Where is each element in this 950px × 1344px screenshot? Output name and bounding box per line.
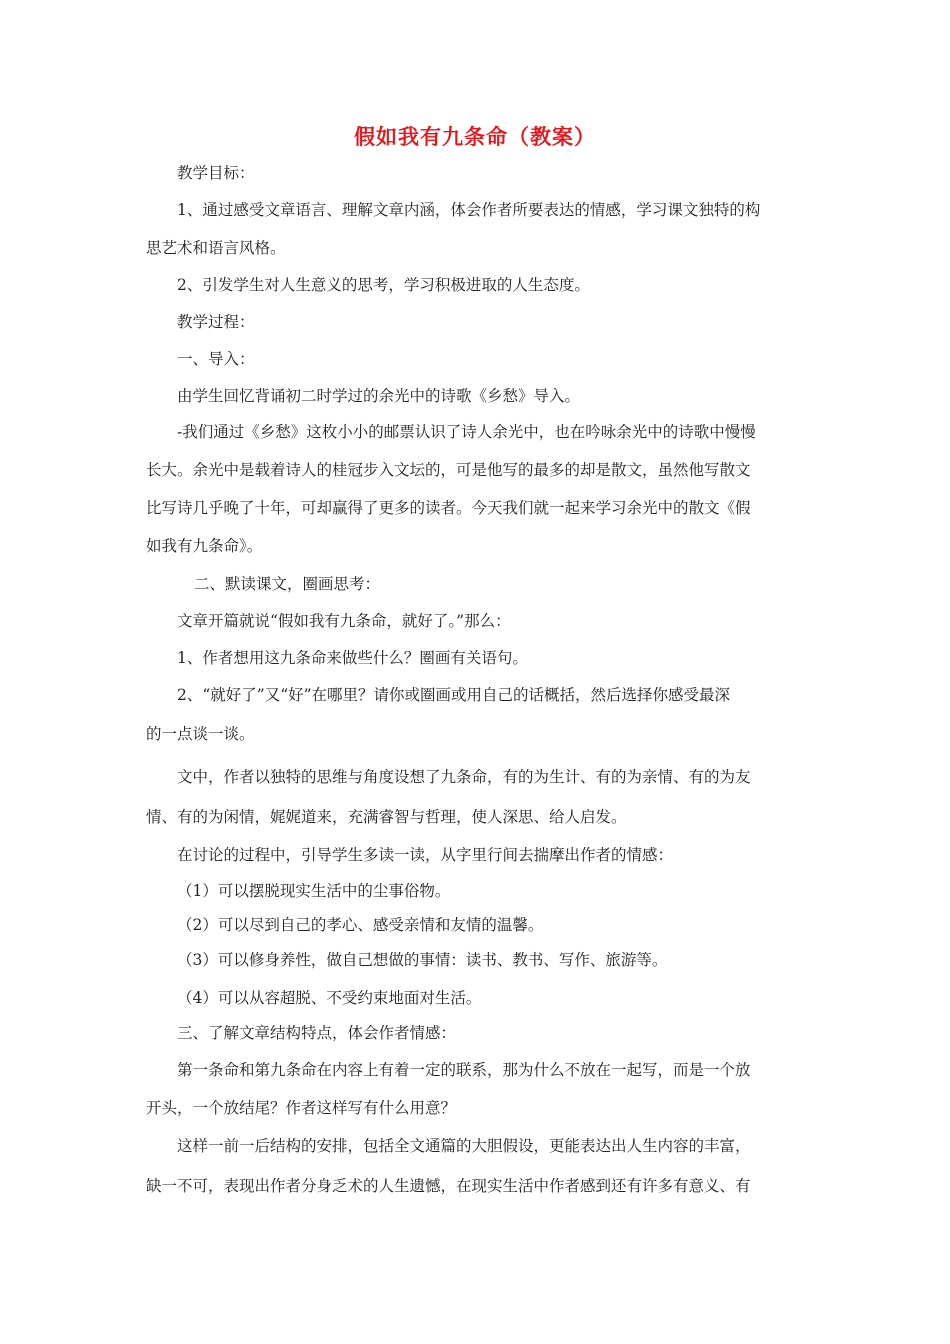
list-item: （1）可以摆脱现实生活中的尘事俗物。 bbox=[177, 882, 451, 900]
text-line: 情、有的为闲情，娓娓道来，充满睿智与哲理，使人深思、给人启发。 bbox=[146, 808, 627, 826]
text-line: 第一条命和第九条命在内容上有着一定的联系，那为什么不放在一起写，而是一个放 bbox=[177, 1061, 751, 1079]
list-item: （4）可以从容超脱、不受约束地面对生活。 bbox=[177, 989, 482, 1007]
text-line: 如我有九条命》。 bbox=[146, 537, 263, 555]
section-heading: 二、默读课文，圈画思考： bbox=[194, 575, 381, 593]
list-item: （2）可以尽到自己的孝心、感受亲情和友情的温馨。 bbox=[177, 916, 544, 934]
text-line: 文中，作者以独特的思维与角度设想了九条命，有的为生计、有的为亲情、有的为友 bbox=[177, 768, 751, 786]
text-line: 文章开篇就说“假如我有九条命，就好了。”那么： bbox=[177, 612, 511, 630]
document-title: 假如我有九条命（教案） bbox=[354, 124, 596, 149]
text-line: 在讨论的过程中，引导学生多读一读，从字里行间去揣摩出作者的情感： bbox=[177, 846, 674, 864]
text-line: 的一点谈一谈。 bbox=[146, 725, 255, 743]
text-line: 缺一不可，表现出作者分身乏术的人生遗憾，在现实生活中作者感到还有许多有意义、有 bbox=[146, 1177, 751, 1195]
text-line: 开头，一个放结尾？作者这样写有什么用意？ bbox=[146, 1099, 457, 1117]
text-line: 这样一前一后结构的安排，包括全文通篇的大胆假设，更能表达出人生内容的丰富， bbox=[177, 1137, 751, 1155]
text-line: 由学生回忆背诵初二时学过的余光中的诗歌《乡愁》导入。 bbox=[177, 387, 581, 405]
text-line: 比写诗几乎晚了十年，可却赢得了更多的读者。今天我们就一起来学习余光中的散文《假 bbox=[146, 499, 751, 517]
text-line: 教学目标： bbox=[177, 164, 255, 182]
text-line: 教学过程： bbox=[177, 313, 255, 331]
text-line: 长大。余光中是载着诗人的桂冠步入文坛的，可是他写的最多的却是散文，虽然他写散文 bbox=[146, 461, 751, 479]
list-item: （3）可以修身养性，做自己想做的事情：读书、教书、写作、旅游等。 bbox=[177, 951, 668, 969]
text-line: 1、通过感受文章语言、理解文章内涵，体会作者所要表达的情感，学习课文独特的构 bbox=[177, 201, 761, 219]
text-line: 思艺术和语言风格。 bbox=[146, 239, 286, 257]
section-heading: 三、了解文章结构特点，体会作者情感： bbox=[177, 1024, 457, 1042]
text-line: 2、“就好了”又“好”在哪里？请你或圈画或用自己的话概括，然后选择你感受最深 bbox=[177, 686, 731, 704]
text-line: 一、导入： bbox=[177, 350, 255, 368]
text-line: 2、引发学生对人生意义的思考，学习积极进取的人生态度。 bbox=[177, 276, 590, 294]
text-line: 1、作者想用这九条命来做些什么？圈画有关语句。 bbox=[177, 649, 528, 667]
text-line: -我们通过《乡愁》这枚小小的邮票认识了诗人余光中，也在吟咏余光中的诗歌中慢慢 bbox=[177, 423, 756, 441]
